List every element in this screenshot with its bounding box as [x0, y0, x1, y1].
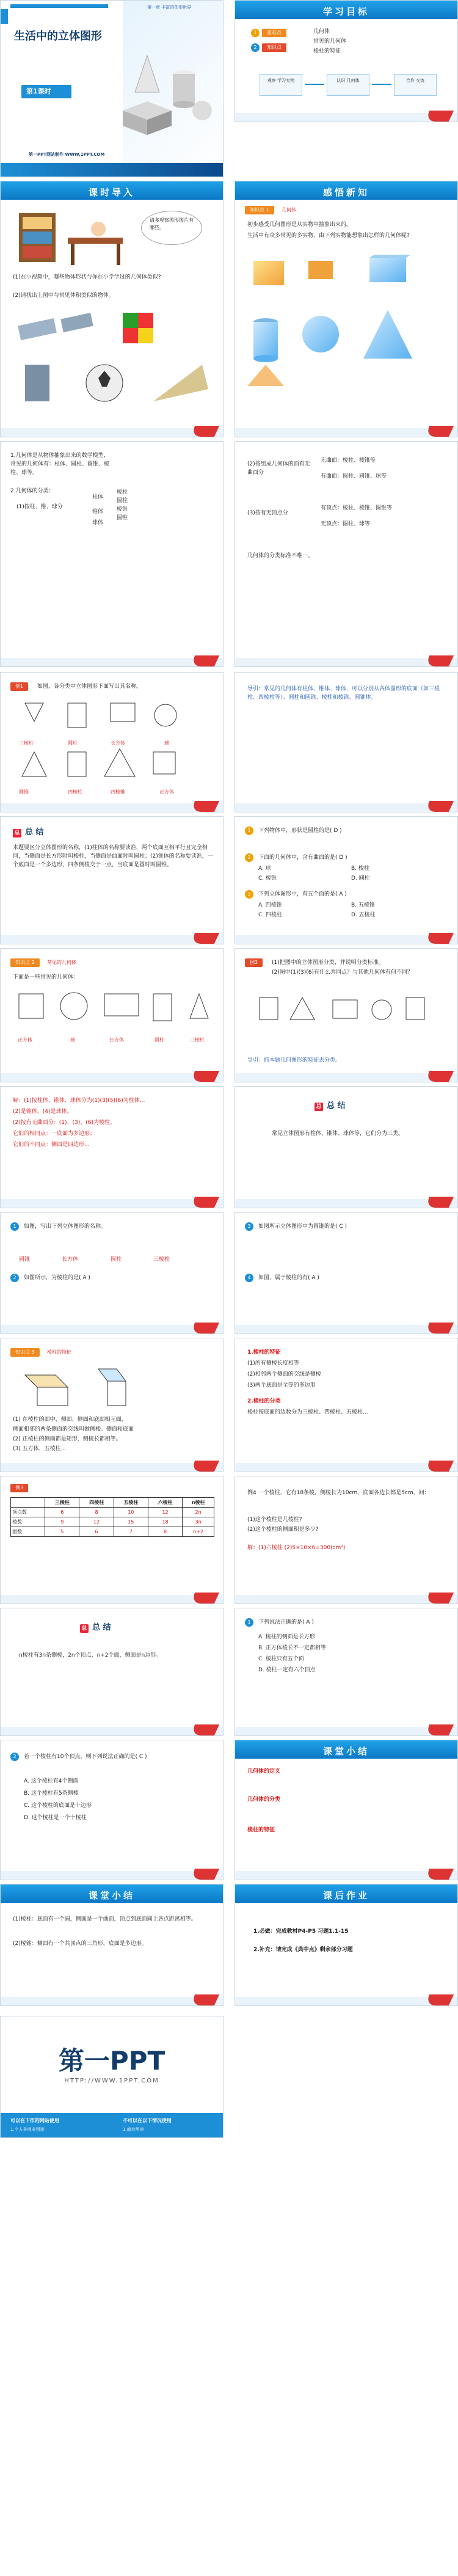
slide-footer [1, 1199, 223, 1208]
practice-name-1: 正方体 [18, 1037, 32, 1043]
slide-footer [1, 1073, 223, 1082]
sub-pyramid: 棱锥 [117, 506, 128, 513]
slide-wrap-2 [0, 1884, 224, 2006]
table-row [11, 1508, 214, 1517]
practice-name-3: 长方体 [109, 1037, 124, 1043]
quiz-2-name-2: 长方体 [62, 1257, 79, 1263]
homework-item-1: 1.必做：完成教材P4-P5 习题1.1-15 [253, 1928, 349, 1935]
wrap-2-banner-text: 课堂小结 [88, 1890, 135, 1901]
quiz-1-item-2: 下面的几何体中，含有曲面的是( D ) [258, 855, 347, 861]
quiz-2-name-4: 三棱柱 [153, 1257, 170, 1263]
flow-label-3: 合作 交流 [405, 78, 425, 83]
example-2-label: 例2 [245, 958, 263, 967]
example-4-q1: (1)这个棱柱是几棱柱? [247, 1517, 302, 1523]
summary-2-title-text: 总 结 [327, 1101, 346, 1111]
slide-concept-2 [234, 441, 458, 667]
slide-prism [0, 1338, 224, 1472]
table-cell: 12 [79, 1517, 114, 1527]
homework-banner [235, 1885, 457, 1903]
example-1-question: 如图，各分类中立体图形下面写出其名称。 [37, 684, 142, 690]
quiz-2-name-1: 圆锥 [19, 1257, 31, 1263]
slide-answer-2 [0, 1086, 224, 1208]
concept-r4: (3)按有无顶点分 [247, 510, 288, 516]
table-header-cell: 六棱柱 [148, 1498, 182, 1508]
goal-index-1: 1 [251, 29, 260, 37]
class-pyramid: 锥体 [92, 509, 104, 515]
practice-name-2: 球 [70, 1037, 75, 1043]
table-cell: 7 [114, 1527, 148, 1537]
prism-prop-3: (2)相邻两个侧面的交线是侧棱 [247, 1371, 321, 1377]
page-title: 生活中的立体图形 [14, 30, 102, 43]
table-cell: 面数 [11, 1527, 45, 1537]
goal-tag-2: 知识点 [262, 43, 286, 52]
flow-arrow-2 [372, 84, 391, 85]
new-banner-text: 感悟新知 [322, 187, 369, 198]
summary-1-title: 总 总 结 [13, 825, 44, 837]
slide-footer [1, 1595, 223, 1604]
table-header-cell [11, 1498, 45, 1508]
table-header-cell: 四棱柱 [79, 1498, 114, 1508]
goals-banner [235, 1, 457, 19]
practice-name-5: 三棱柱 [190, 1037, 205, 1043]
intro-question-2: (2)请找出上图中与常见体积类似的物体。 [13, 293, 114, 299]
slide-footer [1, 1997, 223, 2005]
table-header-cell: n棱柱 [183, 1498, 214, 1508]
prism-tag: 知识点 3 [10, 1348, 40, 1357]
prism-line-2: 侧面相邻的两条侧面的交线叫做侧棱。侧面和底面 [13, 1426, 134, 1432]
table-cell: 12 [148, 1508, 182, 1517]
concept-line-1: 1.几何体是从物体抽象出来的数学模型，常见的几何体有：柱体、圆柱、圆锥、棱柱、球等。 [10, 453, 110, 476]
slide-footer [1, 935, 223, 944]
table-cell: n+2 [183, 1527, 214, 1537]
slide-example-1 [0, 672, 224, 812]
table-cell: 8 [79, 1508, 114, 1517]
class-prism: 柱体 [92, 494, 104, 500]
quiz-3-opt-c: C. 棱柱只有五个面 [258, 1656, 305, 1662]
example-1-name-4: 球 [164, 740, 169, 746]
example-2-guide: 导引：抓本题几何图形的特征去分类。 [247, 1057, 341, 1064]
brand-allowed-1: 1.个人非商业用途 [10, 2127, 45, 2132]
slide-new-knowledge [234, 181, 458, 437]
example-1-name-2: 圆柱 [68, 740, 78, 746]
brand-logo: 第一PPT [58, 2046, 165, 2076]
prism-illustration [13, 1363, 214, 1412]
slide-summary-2 [234, 1086, 458, 1208]
slide-intro [0, 181, 224, 437]
solids-illustration [247, 255, 449, 395]
example-1-label: 例1 [10, 682, 28, 691]
flow-arrow-1 [305, 84, 324, 85]
slide-footer [1, 803, 223, 812]
quiz-2-q3: 如图所示立体图形中为圆锥的是( C ) [258, 1224, 347, 1230]
slide-footer [235, 1073, 457, 1082]
quiz-2-num-3: 3 [245, 1222, 253, 1231]
slide-footer [235, 1997, 457, 2005]
summary-1-text: 本题要区分立体图形的名称，(1)柱体的名称要读准，两个底面互相平行且完全相同，当侧面是长方形时叫棱柱，当侧面是曲面时叫圆柱；(2)锥体的名称要读准，一个底面是一个多边形，四条侧棱交于一点，当底面是圆时叫圆锥。 [13, 845, 213, 868]
sub-prism: 棱柱 [117, 489, 128, 495]
study-room-illustration [13, 207, 129, 268]
quiz-1-opt-b: B. 棱柱 [351, 866, 369, 872]
wrap-quiz-opt-a: A. 这个棱柱有4个侧面 [24, 1778, 79, 1784]
example-1-name-8: 正方体 [159, 789, 174, 795]
knowledge-tag-text: 几何体 [282, 207, 296, 213]
slide-quiz-2b [234, 1212, 458, 1334]
table-cell: 2n [183, 1508, 214, 1517]
quiz-2-num-4: 4 [245, 1274, 253, 1282]
slide-footer [1, 1463, 223, 1472]
quiz-1-opt-g: C. 四棱柱 [258, 912, 283, 918]
table-cell: 3n [183, 1517, 214, 1527]
shapes-stack-illustration [111, 43, 220, 135]
example-2-solids [253, 991, 437, 1046]
intro-question-1: (1)在小视频中，哪些物体形状与你在小学学过的几何体类似? [13, 274, 161, 280]
slide-example-1-guide [234, 672, 458, 812]
wrap-topic-1: 几何体的定义 [247, 1768, 281, 1775]
slide-practice [0, 948, 224, 1082]
concept-r7: 几何体的分类标准不唯一。 [247, 553, 314, 559]
quiz-2-num-2: 2 [10, 1274, 19, 1282]
prism-prop-1: 1.棱柱的特征 [247, 1349, 281, 1356]
practice-text: 下面是一些常见的几何体： [13, 974, 79, 980]
slide-footer [235, 1871, 457, 1880]
goal-tag-1: 重难点 [262, 29, 286, 37]
summary-2-text: 常见立体图形有柱体、锥体、球体等，它们分为三类。 [272, 1131, 404, 1137]
answer-2-line-5: 它们的不同点：侧面是四边形... [13, 1142, 90, 1148]
prism-prop-4: (3)两个底面是全等的多边形 [247, 1382, 316, 1388]
quiz-1-item-3: 下列立体图形中，有五个面的是( A ) [258, 891, 347, 897]
slide-footer [235, 658, 457, 666]
new-paragraph-1: 初步感受几何图形是从实物中抽象出来的。 [247, 222, 352, 228]
concept-r1: (2)按组成几何体的面有无曲面分 [247, 461, 310, 476]
new-banner [235, 181, 457, 200]
slide-summary-1 [0, 816, 224, 944]
practice-name-4: 圆柱 [154, 1037, 164, 1043]
quiz-3-question: 下列说法正确的是( A ) [258, 1619, 314, 1626]
slide-footer [235, 428, 457, 437]
table-cell: 8 [148, 1527, 182, 1537]
example-4-q2: (2)这个棱柱的侧面积是多少? [247, 1527, 319, 1533]
wrap-quiz-opt-c: C. 这个棱柱的底面是十边形 [24, 1803, 92, 1809]
slide-homework [234, 1884, 458, 2006]
slide-footer [1, 1325, 223, 1334]
quiz-1-opt-c: C. 棱锥 [258, 875, 277, 881]
example-1-name-1: 三棱柱 [19, 740, 34, 746]
slide-quiz-1 [234, 816, 458, 944]
table-cell: 9 [45, 1517, 79, 1527]
table-row [11, 1517, 214, 1527]
sub-cone: 圆锥 [117, 515, 128, 521]
quiz-2-q2: 如图所示，为棱柱的是( A ) [24, 1275, 90, 1281]
slide-concept [0, 441, 224, 667]
example-2-q1: (1)把图中的立体图形分类，并说明分类标准。 [272, 960, 384, 966]
brand-allowed: 可以在下作的网站使用 [10, 2118, 59, 2123]
table-header-cell: 三棱柱 [45, 1498, 79, 1508]
slide-quiz-3 [234, 1608, 458, 1736]
goal-item-2: 常见的几何体 [313, 38, 347, 45]
wrap-2-line-1: (1)棱柱：底面有一个圆，侧面是一个曲面，顶点到底面圆上各点距离相等。 [13, 1916, 197, 1922]
concept-r2: 无曲面：棱柱、棱锥等 [321, 458, 376, 464]
class-sphere: 球体 [92, 520, 104, 526]
cover-footer [1, 163, 223, 177]
prism-tag-text: 棱柱的特征 [47, 1349, 71, 1355]
objects-photos [13, 310, 214, 426]
sub-cylinder: 圆柱 [117, 498, 128, 504]
example-4-answer: 解：(1)六棱柱 (2)5×10×6=300(cm²) [247, 1545, 346, 1551]
slide-footer [235, 1463, 457, 1472]
wrap-topic-3: 棱柱的特征 [247, 1827, 275, 1833]
prism-line-1: (1) 在棱柱的面中，侧面、侧面和底面相互面， [13, 1417, 127, 1423]
prism-line-4: (3) 五方体，五棱柱... [13, 1446, 67, 1452]
table-cell: 15 [114, 1517, 148, 1527]
wrap-quiz-opt-b: B. 这个棱柱有5条侧棱 [24, 1790, 79, 1797]
practice-tag: 知识点 2 [10, 958, 40, 967]
slide-example-2 [234, 948, 458, 1082]
table-example-label: 例3 [10, 1484, 28, 1492]
wrap-quiz-question: 若一个棱柱有10个顶点，则下列说法正确的是( C ) [24, 1754, 147, 1760]
example-1-name-6: 四棱柱 [68, 789, 82, 795]
brand-disallowed-1: 1.商业用途 [123, 2127, 144, 2132]
table-header-cell: 五棱柱 [114, 1498, 148, 1508]
practice-tag-text: 常见的几何体 [47, 960, 76, 965]
brand-url: HTTP://WWW.1PPT.COM [64, 2078, 159, 2084]
new-paragraph-2: 生活中有众多常见的多实物，由下列实物能想象出怎样的几何体呢? [247, 233, 410, 239]
goals-banner-text: 学习目标 [322, 6, 369, 17]
prism-line-3: (2) 正棱柱的侧面都是矩形，侧棱长都相等。 [13, 1436, 122, 1442]
lesson-label: 第1课时 [26, 87, 51, 95]
prism-prop-2: (1)所有侧棱长度相等 [247, 1360, 299, 1366]
slide-example-4 [234, 1476, 458, 1604]
concept-r5: 有顶点：棱柱、棱锥、圆锥等 [321, 505, 393, 511]
slide-footer [235, 1595, 457, 1604]
slide-wrap-quiz [0, 1740, 224, 1880]
quiz-1-opt-a: A. 球 [258, 866, 271, 872]
slide-cover [0, 0, 224, 177]
slide-table [0, 1476, 224, 1604]
quiz-1-num-1: 1 [245, 826, 253, 835]
brand-disallowed: 不可以在以下情况使用 [123, 2118, 172, 2123]
example-4-question: 例4 一个棱柱，它有18条棱，侧棱长为10cm，底面各边长都是5cm，问： [247, 1490, 430, 1496]
bubble-text: 请多观察图形图片有哪些。 [150, 217, 194, 230]
slide-footer [235, 1325, 457, 1334]
concept-line-2: 2.几何体的分类： [10, 488, 54, 494]
breadcrumb: 第一章 丰富的图形世界 [147, 5, 192, 10]
quiz-1-num-3: 3 [245, 890, 253, 899]
example-1-name-3: 长方体 [111, 740, 125, 746]
table-cell: 顶点数 [11, 1508, 45, 1517]
slide-quiz-2a [0, 1212, 224, 1334]
example-2-q2: (2)图中(1)(3)(6)有什么共同点？与其他几何体有何不同？ [272, 969, 413, 976]
answer-2-line-2: (2)是锥体，(4)是球体。 [13, 1109, 73, 1115]
prism-table [10, 1497, 214, 1537]
answer-2-line-3: (2)按有无曲面分：(1)、(3)、(6)为棱柱。 [13, 1120, 115, 1126]
slide-footer [235, 113, 457, 122]
slide-footer [235, 1199, 457, 1208]
quiz-1-num-2: 2 [245, 853, 253, 862]
concept-r3: 有曲面：圆柱、圆锥、球等 [321, 473, 387, 480]
quiz-2-name-3: 圆柱 [111, 1257, 122, 1263]
slide-footer [1, 658, 223, 666]
goal-item-3: 棱柱的特征 [313, 48, 341, 54]
summary-2-title: 总 总 结 [314, 1099, 346, 1111]
wrap-banner [235, 1740, 457, 1759]
slide-prism-props [234, 1338, 458, 1472]
site-credit: 第一PPT网站制作 WWW.1PPT.COM [29, 152, 105, 157]
homework-item-2: 2.补充：请完成《典中点》剩余部分习题 [253, 1947, 353, 1953]
goal-item-1: 几何体 [313, 29, 330, 35]
example-1-guide: 导引：常见的几何体有柱体、锥体、球体，可以分别从各体图形的底面（如三棱柱、四棱柱等）、圆柱和圆锥、棱柱和棱锥、圆锥体。 [247, 686, 440, 701]
classify-by-shape: (1)按柱、锥、球分 [16, 504, 63, 510]
quiz-3-opt-a: A. 棱柱的侧面是长方形 [258, 1634, 315, 1640]
intro-banner-text: 课时导入 [88, 187, 135, 198]
slide-footer [235, 1727, 457, 1735]
quiz-1-item-1: 下列物体中，形状是圆柱的是( D ) [258, 828, 342, 834]
quiz-1-opt-h: D. 五棱柱 [351, 912, 376, 918]
table-row [11, 1527, 214, 1537]
quiz-3-opt-b: B. 正方体棱长不一定都相等 [258, 1645, 326, 1651]
slide-footer [235, 803, 457, 812]
quiz-2-q4: 如图，属于棱柱的有( A ) [258, 1275, 319, 1281]
quiz-3-num: 1 [245, 1618, 253, 1627]
summary-3-title: 总 总 结 [80, 1621, 111, 1633]
prism-prop-5: 2.棱柱的分类 [247, 1398, 281, 1404]
quiz-1-opt-d: D. 圆柱 [351, 875, 370, 881]
table-cell: 6 [45, 1508, 79, 1517]
concept-r6: 无顶点：圆柱、球等 [321, 521, 371, 527]
example-1-name-5: 圆锥 [19, 789, 29, 795]
example-1-name-7: 四棱锥 [111, 789, 125, 795]
slide-footer [235, 935, 457, 944]
slide-footer [1, 1727, 223, 1735]
quiz-2-q1: 如图，写出下列立体图形的名称。 [24, 1224, 107, 1230]
answer-2-line-1: 解：(1)按柱体、锥体、球体分为(1)(3)(5)(6)为柱体... [13, 1098, 145, 1104]
table-cell: 18 [148, 1517, 182, 1527]
flow-label-2: 认识 几何体 [336, 78, 360, 83]
wrap-topic-2: 几何体的分类 [247, 1797, 281, 1803]
table-cell: 10 [114, 1508, 148, 1517]
slide-footer [1, 1871, 223, 1880]
brand-panel [0, 2016, 224, 2138]
answer-2-line-4: 它们的相同点：一底面为多边形； [13, 1131, 96, 1137]
wrap-banner-text: 课堂小结 [322, 1746, 369, 1757]
slide-footer [1, 428, 223, 437]
wrap-2-line-2: (2)棱锥：侧面有一个共顶点的三角形，底面是多边形。 [13, 1941, 147, 1947]
homework-banner-text: 课后作业 [322, 1890, 369, 1901]
practice-solids [13, 988, 214, 1031]
slide-wrap [234, 1740, 458, 1880]
slide-summary-3 [0, 1608, 224, 1736]
knowledge-tag: 知识点 1 [245, 206, 274, 214]
intro-banner [1, 181, 223, 200]
quiz-2-num-1: 1 [10, 1222, 19, 1231]
table-cell: 棱数 [11, 1517, 45, 1527]
goal-index-2: 2 [251, 43, 260, 52]
table-cell: 6 [79, 1527, 114, 1537]
summary-3-title-text: 总 结 [92, 1623, 111, 1632]
wrap-quiz-opt-d: D. 这个棱柱是一个十棱柱 [24, 1815, 87, 1821]
slide-goals [234, 0, 458, 122]
summary-1-title-text: 总 结 [25, 828, 44, 837]
flow-label-1: 观察 学习实物 [267, 78, 295, 83]
wrap-2-banner [1, 1885, 223, 1903]
wrap-quiz-num: 2 [10, 1753, 19, 1761]
prism-prop-6: 棱柱按底面的边数分为三棱柱、四棱柱、五棱柱... [247, 1409, 368, 1415]
table-cell: 5 [45, 1527, 79, 1537]
quiz-3-opt-d: D. 棱柱一定有六个顶点 [258, 1667, 316, 1673]
quiz-1-opt-e: A. 四棱锥 [258, 902, 282, 908]
summary-3-text: n棱柱有3n条侧棱，2n个顶点，n+2个面，侧面是n边形。 [19, 1652, 162, 1658]
quiz-1-opt-f: B. 五棱锥 [351, 902, 375, 908]
